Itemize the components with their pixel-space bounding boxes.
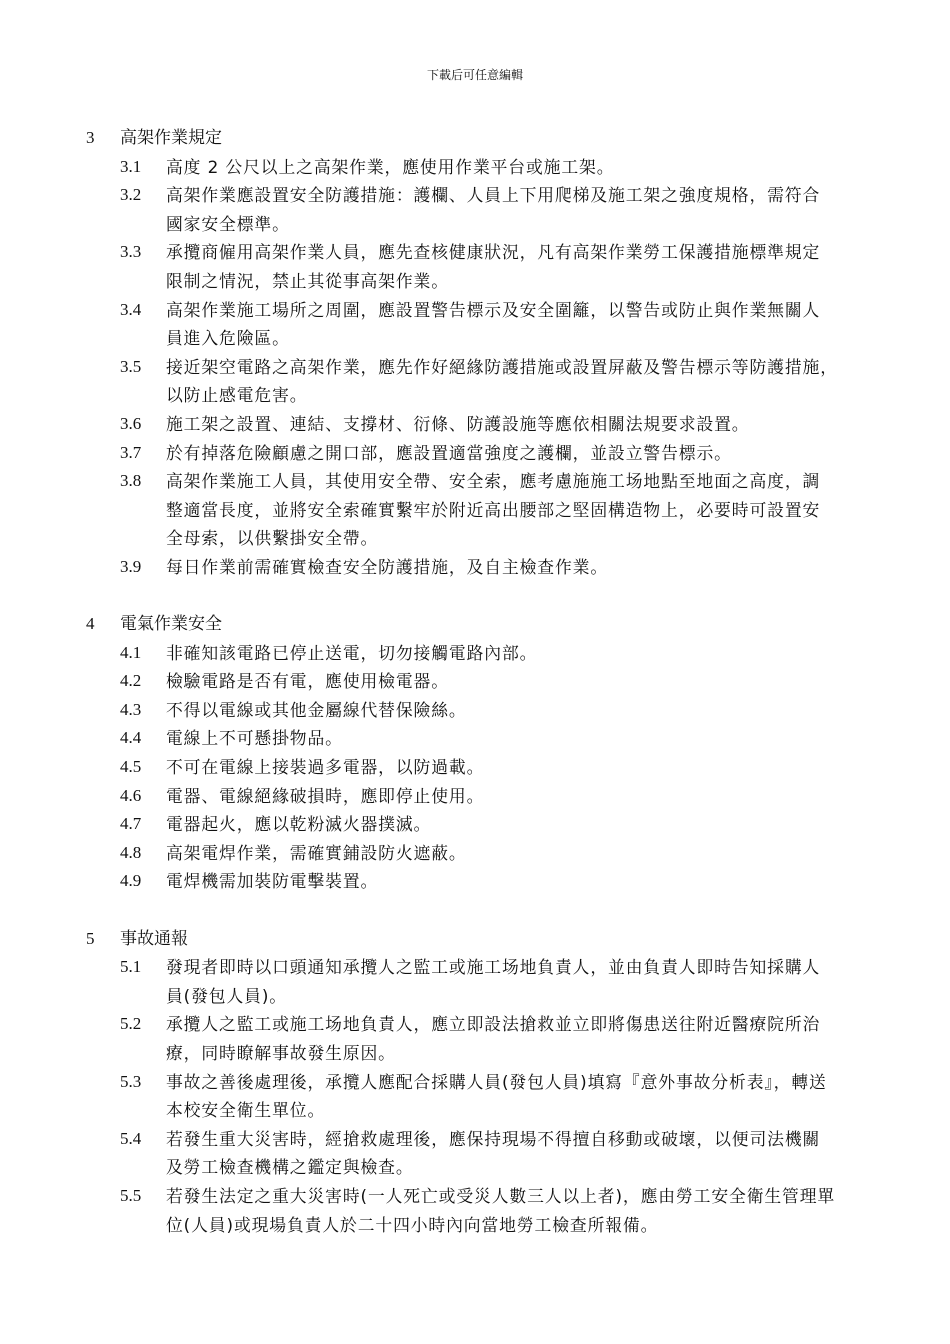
section-title: 事故通報 — [120, 928, 188, 949]
item-number: 4.9 — [120, 871, 142, 891]
section-number: 5 — [86, 928, 95, 948]
item-number: 5.2 — [120, 1014, 142, 1034]
item-text: 不可在電線上接裝過多電器，以防過載。 — [166, 757, 485, 778]
item-text: 檢驗電路是否有電，應使用檢電器。 — [166, 671, 449, 692]
item-number: 4.6 — [120, 785, 142, 805]
item-text: 事故之善後處理後，承攬人應配合採購人員(發包人員)填寫『意外事故分析表』，轉送 本校安全衛生單位。 — [166, 1071, 827, 1121]
item-number: 4.4 — [120, 728, 142, 748]
list-item-3-9 — [0, 553, 950, 582]
list-item-5-3 — [0, 1068, 950, 1125]
item-number: 4.3 — [120, 699, 142, 719]
item-text: 非確知該電路已停止送電，切勿接觸電路內部。 — [166, 642, 538, 663]
list-item-3-1 — [0, 153, 950, 182]
list-item-4-6 — [0, 782, 950, 811]
list-item-3-7 — [0, 439, 950, 468]
item-text: 電線上不可懸掛物品。 — [166, 728, 343, 749]
item-number: 4.7 — [120, 814, 142, 834]
list-item-4-9 — [0, 867, 950, 896]
item-text: 若發生法定之重大災害時(一人死亡或受災人數三人以上者)，應由勞工安全衛生管理單 位(人員)或現場負責人於二十四小時內向當地勞工檢查所報備。 — [166, 1185, 836, 1235]
item-number: 5.1 — [120, 957, 142, 977]
list-item-3-2 — [0, 181, 950, 238]
item-text: 高架電焊作業，需確實鋪設防火遮蔽。 — [166, 842, 467, 863]
list-item-4-2 — [0, 667, 950, 696]
item-text: 不得以電線或其他金屬線代替保險絲。 — [166, 699, 467, 720]
item-text: 施工架之設置、連結、支撐材、衍條、防護設施等應依相關法規要求設置。 — [166, 413, 750, 434]
section-title: 電氣作業安全 — [120, 614, 222, 635]
list-item-3-4 — [0, 296, 950, 353]
section-5 — [0, 925, 950, 1240]
item-text: 接近架空電路之高架作業，應先作好絕緣防護措施或設置屏蔽及警告標示等防護措施， 以防止感電危害。 — [166, 356, 838, 406]
item-text: 承攬商僱用高架作業人員，應先查核健康狀況，凡有高架作業勞工保護措施標準規定 限制之情況，禁止其從事高架作業。 — [166, 242, 821, 291]
document-body — [0, 124, 950, 1268]
item-number: 4.8 — [120, 842, 142, 862]
section-heading — [0, 610, 950, 639]
list-item-4-4 — [0, 724, 950, 753]
header-note: 下載后可任意編輯 — [426, 68, 523, 82]
item-number: 3.3 — [120, 242, 142, 262]
item-number: 3.7 — [120, 442, 142, 462]
list-item-5-2 — [0, 1010, 950, 1067]
section-number: 3 — [86, 128, 95, 147]
item-number: 3.8 — [120, 471, 142, 491]
list-item-3-3 — [0, 238, 950, 295]
list-item-4-7 — [0, 810, 950, 839]
item-text: 高架作業應設置安全防護措施：護欄、人員上下用爬梯及施工架之強度規格，需符合 國家安全標準。 — [166, 185, 821, 234]
item-number: 5.4 — [120, 1128, 142, 1148]
item-number: 5.5 — [120, 1185, 142, 1205]
item-text: 發現者即時以口頭通知承攬人之監工或施工场地負責人，並由負責人即時告知採購人 員(發包人員)。 — [166, 957, 821, 1006]
section-3 — [0, 124, 950, 582]
item-number: 3.1 — [120, 156, 142, 176]
item-number: 3.6 — [120, 413, 142, 433]
section-heading — [0, 925, 950, 954]
list-item-5-4 — [0, 1125, 950, 1182]
item-number: 4.5 — [120, 757, 142, 777]
section-number: 4 — [86, 614, 95, 634]
list-item-5-5 — [0, 1182, 950, 1239]
item-text: 電器、電線絕緣破損時，應即停止使用。 — [166, 785, 485, 806]
list-item-4-3 — [0, 696, 950, 725]
list-item-3-6 — [0, 410, 950, 439]
list-item-3-8 — [0, 467, 950, 553]
item-number: 4.2 — [120, 671, 142, 691]
list-item-3-5 — [0, 353, 950, 410]
item-number: 3.2 — [120, 185, 142, 205]
item-text: 高架作業施工場所之周圍，應設置警告標示及安全圍籬，以警告或防止與作業無關人 員進入危險區。 — [166, 299, 821, 349]
list-item-4-8 — [0, 839, 950, 868]
item-number: 5.3 — [120, 1071, 142, 1091]
item-text: 若發生重大災害時，經搶救處理後，應保持現場不得擅自移動或破壞，以便司法機關 及勞工檢查機構之鑑定與檢查。 — [166, 1128, 821, 1178]
item-text: 承攬人之監工或施工场地負責人，應立即設法搶救並立即將傷患送往附近醫療院所治 療，同時瞭解事故發生原因。 — [166, 1014, 821, 1063]
section-title: 高架作業規定 — [120, 128, 222, 148]
item-text: 電焊機需加裝防電擊裝置。 — [166, 871, 379, 892]
item-number: 4.1 — [120, 642, 142, 662]
list-item-4-5 — [0, 753, 950, 782]
item-text: 每日作業前需確實檢查安全防護措施，及自主檢查作業。 — [166, 556, 609, 577]
list-item-5-1 — [0, 953, 950, 1010]
item-text: 高度 2 公尺以上之高架作業，應使用作業平台或施工架。 — [166, 156, 615, 177]
section-heading — [0, 124, 950, 153]
section-4 — [0, 610, 950, 896]
item-text: 於有掉落危險顧慮之開口部，應設置適當強度之護欄，並設立警告標示。 — [166, 442, 732, 463]
item-text: 電器起火，應以乾粉滅火器撲滅。 — [166, 814, 432, 835]
item-number: 3.5 — [120, 356, 142, 376]
item-number: 3.4 — [120, 299, 142, 319]
item-number: 3.9 — [120, 556, 142, 576]
list-item-4-1 — [0, 639, 950, 668]
item-text: 高架作業施工人員，其使用安全帶、安全索，應考慮施施工场地點至地面之高度，調 整適當長度，並將安全索確實繫牢於附近高出腰部之堅固構造物上，必要時可設置安 全母索，以供繫掛安全帶。 — [166, 471, 821, 549]
